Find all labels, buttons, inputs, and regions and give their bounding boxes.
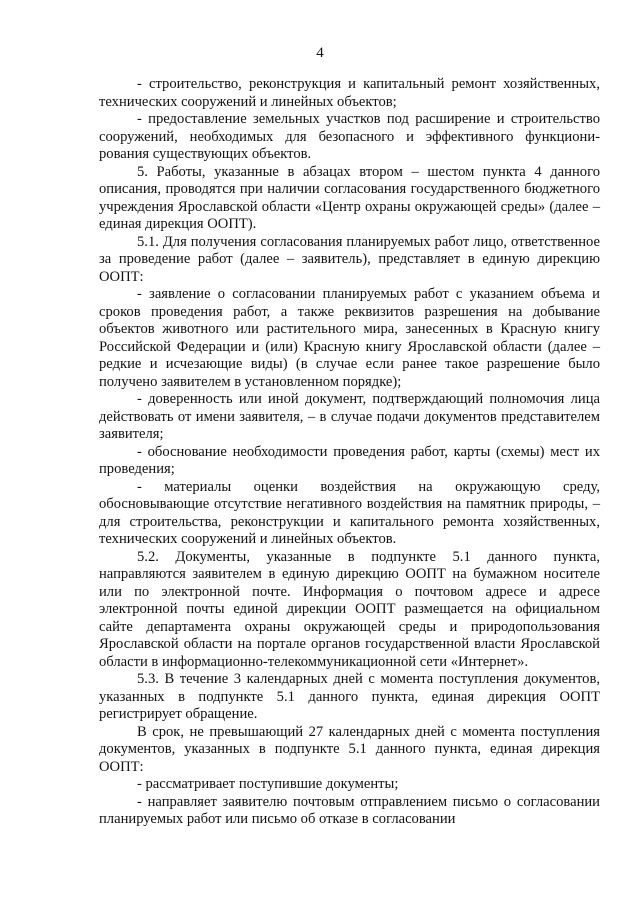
list-item-justification: - обоснование необходимости проведения работ, карты (схемы) мест их проведения; [99,443,600,477]
list-item-review-documents: - рассматривает поступившие документы; [137,776,399,792]
paragraph-deadline: В срок, не превышающий 27 календарных дней с момента поступления документов, указанных в подпункте 5.1 данного пункта, единая дирекция ООПТ: [99,723,600,775]
list-item-land-plots: - предоставление земельных участков под расширение и строительство сооружений, необходимых для безопасного и эффективного функциони-рования существующих объектов. [99,111,600,162]
list-item-power-of-attorney: - доверенность или иной документ, подтверждающий полномочия лица действовать от имени заявителя, – в случае подачи документов представителем заявителя; [99,391,600,442]
list-item-send-letter: - направляет заявителю почтовым отправлением письмо о согласовании планируемых работ или письмо об отказе в согласовании [99,793,600,827]
list-item-impact-assessment: - материалы оценки воздействия на окружающую среду, обосновывающие отсутствие негативного воздействия на памятник природы, – для строительства, реконструкции и капитального ремонта хозяйственных, технических сооружений и линейных объектов. [99,478,600,547]
paragraph-5-1: 5.1. Для получения согласования планируемых работ лицо, ответственное за проведение работ (далее – заявитель), представляет в единую дирекцию ООПТ: [99,233,600,285]
paragraph-5-3: 5.3. В течение 3 календарных дней с момента поступления документов, указанных в подпункте 5.1 данного пункта, единая дирекция ООПТ регистрирует обращение. [99,671,600,722]
paragraph-5: 5. Работы, указанные в абзацах втором – шестом пункта 4 данного описания, проводятся при наличии согласования государственного бюджетного учреждения Ярославской области «Центр охраны окружающей среды» (далее – единая дирекция ООПТ). [99,163,600,232]
page-number: 4 [316,45,324,61]
paragraph-5-2: 5.2. Документы, указанные в подпункте 5.1 данного пункта, направляются заявителем в единую дирекцию ООПТ на бумажном носителе или по электронной почте. Информация о почтовом адресе и адресе электронной почты единой дирекции ООПТ размещается на официальном сайте департамента охраны окружающей среды и природопользования Ярославской области на портале органов государственной власти Ярославской области в информационно-телекоммуникационной сети «Интернет». [99,548,600,670]
list-item-construction: - строительство, реконструкция и капитальный ремонт хозяйственных, технических сооружений и линейных объектов; [99,76,600,110]
document-body [99,76,600,829]
list-item-application: - заявление о согласовании планируемых работ с указанием объема и сроков проведения работ, а также реквизитов разрешения на добывание объектов животного или растительного мира, занесенных в Красную книгу Российской Федерации и (или) Красную книгу Ярославской области (далее – редкие и исчезающие виды) (в случае если ранее такое разрешение было получено заявителем в установленном порядке); [99,286,600,390]
